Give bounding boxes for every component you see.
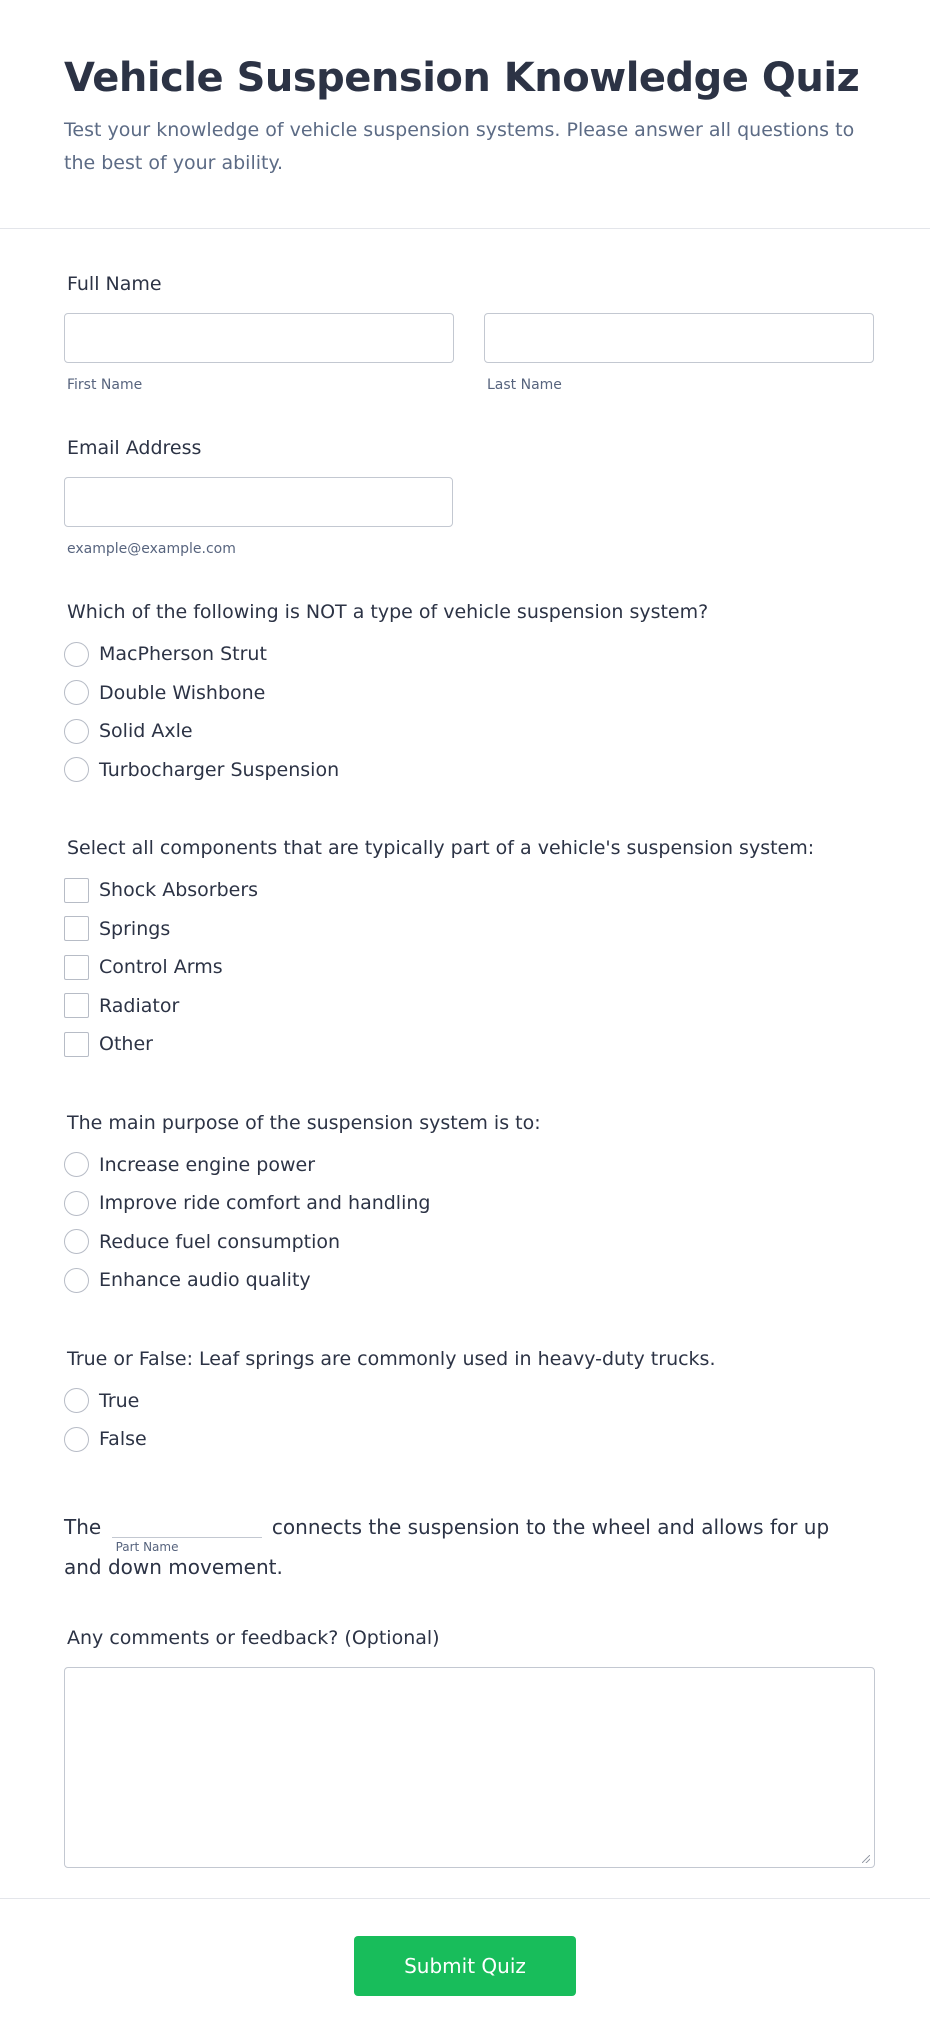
email-input[interactable] (64, 477, 453, 527)
checkbox[interactable] (64, 1032, 89, 1057)
option-label: Springs (99, 917, 171, 940)
page-subtitle: Test your knowledge of vehicle suspension systems. Please answer all questions to the best of your ability. (64, 119, 855, 174)
first-name-sublabel: First Name (67, 377, 143, 393)
last-name-sublabel: Last Name (487, 377, 562, 393)
q4-option[interactable] (64, 1420, 866, 1459)
fill-blank-prefix: The (64, 1514, 102, 1539)
option-label: Shock Absorbers (99, 879, 259, 902)
question-3 (64, 1112, 866, 1300)
q2-option[interactable] (64, 910, 866, 949)
q1-option[interactable] (64, 674, 866, 713)
q3-option[interactable] (64, 1261, 866, 1300)
question-1 (64, 601, 866, 789)
question-2-label: Select all components that are typically part of a vehicle's suspension system: (67, 837, 815, 859)
full-name-field (64, 273, 866, 393)
option-label: False (99, 1428, 147, 1451)
radio-button[interactable] (64, 1268, 89, 1293)
fill-blank-suffix: connects the suspension to the wheel and allows for up and down movement. (64, 1514, 830, 1579)
comments-textarea[interactable] (64, 1667, 875, 1868)
first-name-input[interactable] (64, 313, 454, 363)
question-4-label: True or False: Leaf springs are commonly used in heavy-duty trucks. (67, 1347, 716, 1370)
radio-button[interactable] (64, 1152, 89, 1177)
quiz-form (0, 229, 930, 1868)
radio-button[interactable] (64, 642, 89, 667)
radio-button[interactable] (64, 719, 89, 744)
question-3-label: The main purpose of the suspension system is to: (67, 1111, 541, 1134)
option-label: Solid Axle (99, 720, 193, 743)
form-header (0, 0, 930, 229)
full-name-label: Full Name (67, 273, 162, 295)
option-label: Enhance audio quality (99, 1269, 311, 1292)
checkbox[interactable] (64, 916, 89, 941)
q2-option[interactable] (64, 948, 866, 987)
q4-option[interactable] (64, 1382, 866, 1421)
option-label: MacPherson Strut (99, 643, 267, 666)
radio-button[interactable] (64, 1388, 89, 1413)
radio-button[interactable] (64, 1229, 89, 1254)
q1-option[interactable] (64, 635, 866, 674)
radio-button[interactable] (64, 1427, 89, 1452)
fill-in-the-blank (64, 1507, 866, 1587)
option-label: Double Wishbone (99, 681, 266, 704)
option-label: Increase engine power (99, 1153, 316, 1176)
question-1-label: Which of the following is NOT a type of vehicle suspension system? (67, 601, 709, 623)
radio-button[interactable] (64, 680, 89, 705)
question-2 (64, 837, 866, 1064)
option-label: Improve ride comfort and handling (99, 1192, 431, 1215)
option-label: Turbocharger Suspension (99, 758, 340, 781)
option-label: Control Arms (99, 956, 223, 979)
q2-option[interactable] (64, 1025, 866, 1064)
part-name-input[interactable] (112, 1512, 262, 1554)
page-title: Vehicle Suspension Knowledge Quiz (64, 55, 860, 101)
option-label: True (99, 1389, 140, 1412)
last-name-input[interactable] (484, 313, 874, 363)
option-label: Other (99, 1033, 153, 1056)
q3-option[interactable] (64, 1223, 866, 1262)
option-label: Reduce fuel consumption (99, 1230, 341, 1253)
part-name-sublabel: Part Name (115, 1539, 179, 1554)
radio-button[interactable] (64, 757, 89, 782)
q3-option[interactable] (64, 1146, 866, 1185)
q3-option[interactable] (64, 1184, 866, 1223)
checkbox[interactable] (64, 878, 89, 903)
q2-option[interactable] (64, 987, 866, 1026)
blank-underline (112, 1537, 262, 1538)
resize-grip-icon[interactable] (862, 1855, 870, 1863)
q1-option[interactable] (64, 751, 866, 790)
submit-quiz-button[interactable]: Submit Quiz (354, 1936, 576, 1996)
email-label: Email Address (67, 437, 202, 459)
checkbox[interactable] (64, 993, 89, 1018)
question-4 (64, 1348, 866, 1459)
email-field (64, 437, 866, 557)
option-label: Radiator (99, 994, 180, 1017)
q1-option[interactable] (64, 712, 866, 751)
email-sublabel: example@example.com (67, 541, 236, 557)
comments-label: Any comments or feedback? (Optional) (67, 1626, 440, 1649)
comments-field (64, 1627, 866, 1868)
checkbox[interactable] (64, 955, 89, 980)
form-footer (0, 1898, 930, 1996)
radio-button[interactable] (64, 1191, 89, 1216)
q2-option[interactable] (64, 871, 866, 910)
